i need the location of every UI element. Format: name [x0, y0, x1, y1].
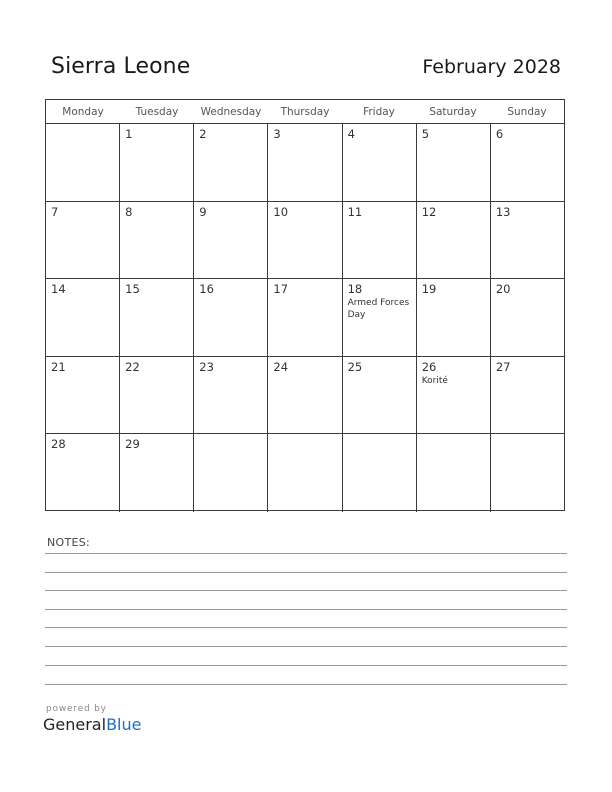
weekday-monday: Monday — [62, 106, 104, 118]
day-cell-empty[interactable] — [491, 434, 564, 512]
day-cell-18[interactable] — [343, 279, 417, 356]
branding — [43, 704, 141, 734]
day-number: 7 — [51, 204, 59, 219]
day-number: 4 — [347, 127, 355, 141]
day-number: 18 — [347, 282, 363, 297]
day-number: 15 — [125, 282, 140, 297]
day-cell-16[interactable] — [194, 279, 268, 356]
day-number: 1 — [125, 127, 133, 141]
day-cell-22[interactable] — [120, 357, 194, 434]
day-number: 2 — [199, 127, 207, 141]
day-number: 17 — [273, 282, 289, 297]
day-number: 12 — [421, 204, 437, 219]
day-cell-7[interactable] — [46, 202, 120, 279]
note-line — [45, 572, 567, 573]
brand-logo[interactable] — [43, 715, 141, 734]
weekday-thursday: Thursday — [280, 106, 330, 118]
day-cell-11[interactable] — [343, 202, 417, 279]
country-title: Sierra Leone — [51, 54, 191, 79]
day-cell-28[interactable] — [46, 434, 120, 512]
note-line — [45, 646, 567, 647]
day-cell-5[interactable] — [417, 124, 491, 201]
weekday-sunday: Sunday — [507, 106, 547, 118]
day-number: 5 — [421, 127, 430, 141]
day-cell-14[interactable] — [46, 279, 120, 356]
day-cell-empty[interactable] — [268, 434, 342, 512]
holiday-label: Korité — [421, 375, 448, 386]
day-number: 27 — [495, 359, 511, 374]
day-number: 26 — [421, 359, 437, 374]
day-number: 16 — [199, 282, 214, 297]
day-cell-2[interactable] — [194, 124, 268, 201]
day-cell-21[interactable] — [46, 357, 120, 434]
day-cell-1[interactable] — [120, 124, 194, 201]
day-cell-6[interactable] — [491, 124, 564, 201]
day-number: 9 — [199, 204, 207, 219]
day-number: 25 — [347, 359, 363, 374]
day-number: 28 — [51, 437, 66, 452]
day-cell-23[interactable] — [194, 357, 268, 434]
day-number: 11 — [347, 204, 363, 219]
day-number: 6 — [495, 127, 504, 141]
day-number: 3 — [273, 127, 281, 141]
note-line — [45, 553, 567, 554]
note-line — [45, 590, 567, 591]
day-cell-8[interactable] — [120, 202, 194, 279]
day-cell-empty[interactable] — [194, 434, 268, 512]
note-line — [45, 684, 567, 685]
weeks-container — [46, 124, 564, 512]
day-cell-empty[interactable] — [417, 434, 491, 512]
day-number: 10 — [273, 204, 289, 219]
week-row — [46, 124, 564, 202]
weekday-saturday: Saturday — [429, 106, 477, 118]
day-cell-29[interactable] — [120, 434, 194, 512]
brand-blue: Blue — [106, 715, 142, 734]
weekday-wednesday: Wednesday — [200, 106, 262, 118]
day-number: 23 — [199, 359, 214, 374]
week-row — [46, 202, 564, 280]
day-number: 29 — [125, 437, 140, 452]
day-number: 13 — [495, 204, 511, 219]
day-cell-13[interactable] — [491, 202, 564, 279]
weekday-header-row — [46, 100, 564, 124]
powered-by-text: powered by — [46, 704, 107, 714]
page-header — [51, 54, 561, 88]
brand-general: General — [43, 715, 107, 734]
day-number: 14 — [51, 282, 66, 297]
calendar-grid — [45, 99, 565, 511]
weekday-tuesday: Tuesday — [135, 106, 179, 118]
day-number: 24 — [273, 359, 289, 374]
day-cell-4[interactable] — [343, 124, 417, 201]
note-line — [45, 609, 567, 610]
day-cell-15[interactable] — [120, 279, 194, 356]
holiday-label: Armed Forces Day — [347, 298, 410, 321]
month-title: February 2028 — [422, 56, 561, 78]
day-cell-27[interactable] — [491, 357, 564, 434]
week-row — [46, 357, 564, 435]
day-cell-3[interactable] — [268, 124, 342, 201]
day-cell-20[interactable] — [491, 279, 564, 356]
day-cell-10[interactable] — [268, 202, 342, 279]
day-cell-26[interactable] — [417, 357, 491, 434]
note-line — [45, 627, 567, 628]
day-number: 20 — [495, 282, 511, 297]
day-cell-empty[interactable] — [46, 124, 120, 201]
day-cell-24[interactable] — [268, 357, 342, 434]
day-number: 8 — [125, 204, 133, 219]
day-number: 22 — [125, 359, 140, 374]
weekday-friday: Friday — [363, 106, 395, 118]
day-cell-19[interactable] — [417, 279, 491, 356]
day-cell-17[interactable] — [268, 279, 342, 356]
note-line — [45, 665, 567, 666]
day-cell-25[interactable] — [343, 357, 417, 434]
day-number: 19 — [421, 282, 437, 297]
week-row — [46, 434, 564, 512]
notes-label: NOTES: — [47, 536, 91, 549]
day-cell-12[interactable] — [417, 202, 491, 279]
day-cell-empty[interactable] — [343, 434, 417, 512]
day-cell-9[interactable] — [194, 202, 268, 279]
day-number: 21 — [51, 359, 66, 374]
week-row — [46, 279, 564, 357]
